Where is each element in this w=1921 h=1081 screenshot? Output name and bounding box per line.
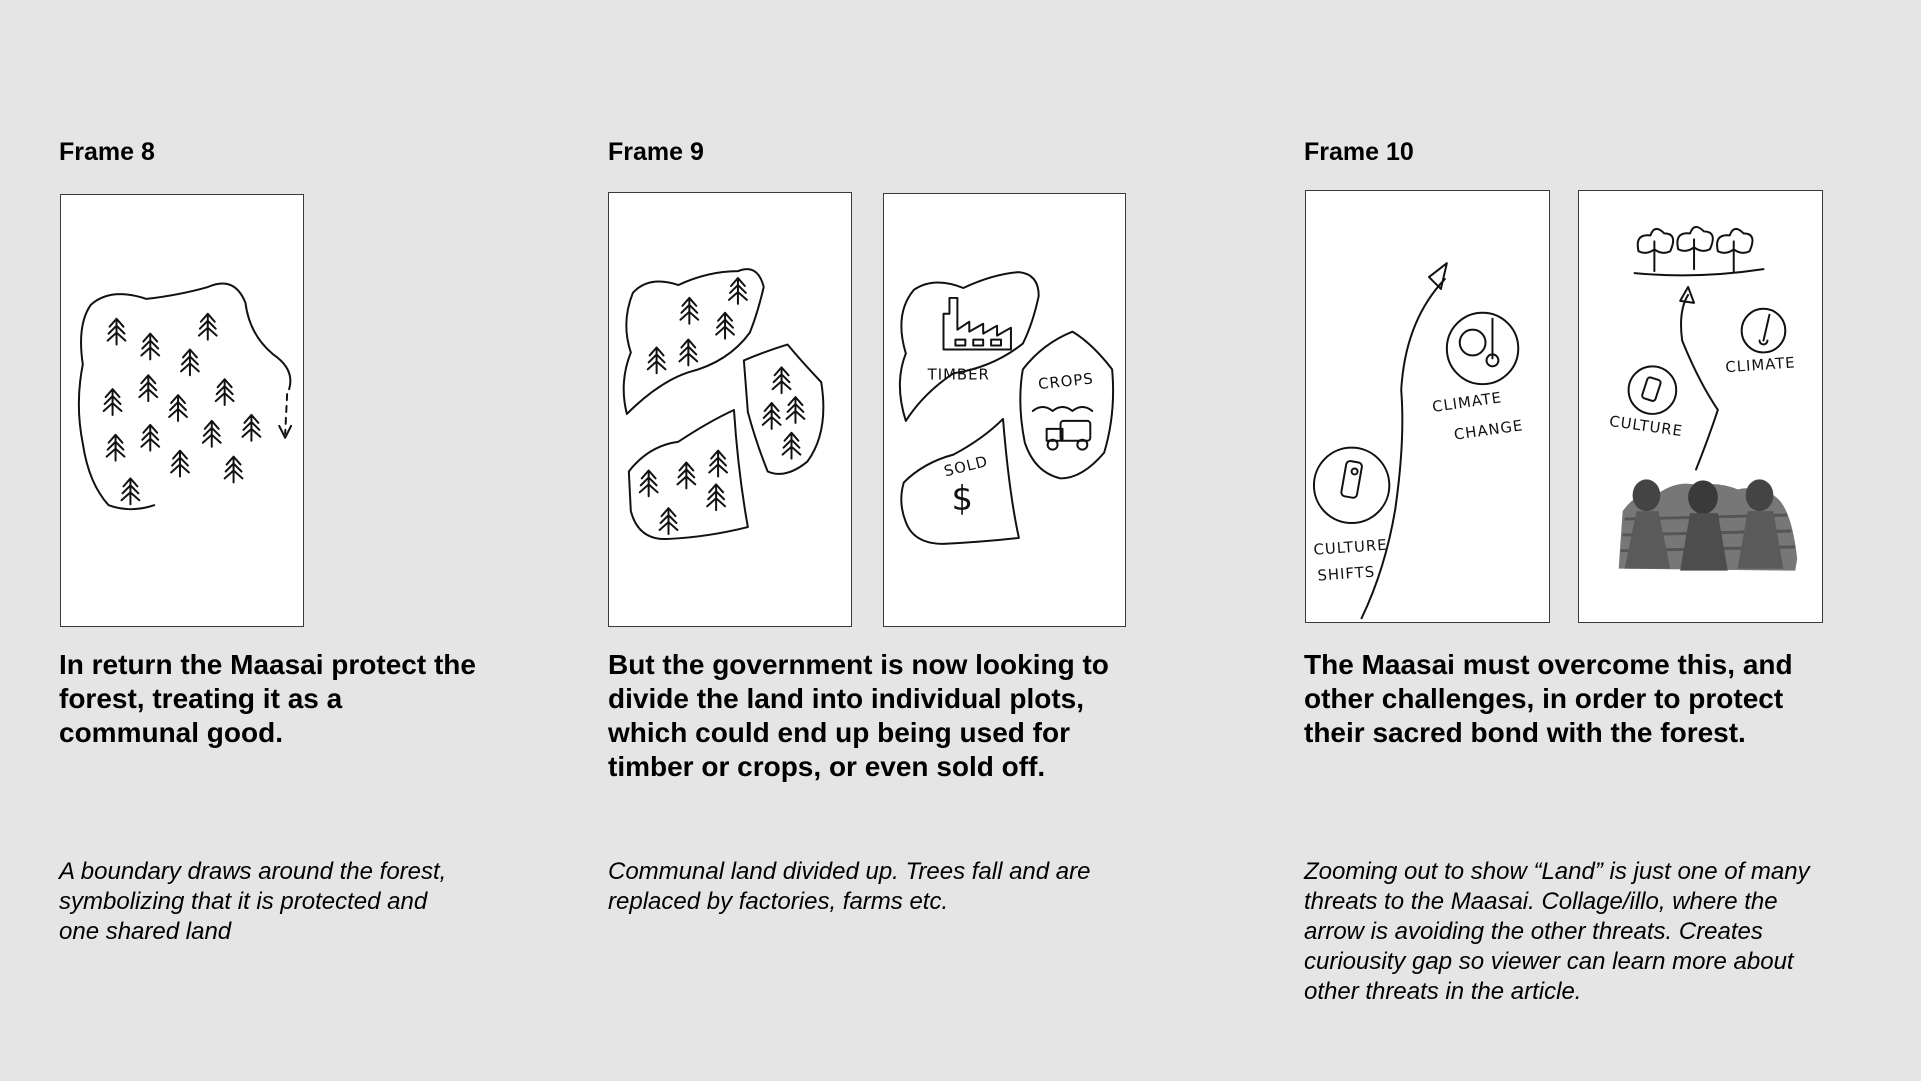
culture-label: CULTURE [1608,411,1685,441]
forest-goal-collage-sketch [1579,191,1822,622]
frame-8-note: A boundary draws around the forest, symbolizing that it is protected and one shared land [59,858,447,945]
frame-9-sketch-panel-a [608,192,852,627]
timber-label: TIMBER [927,365,990,384]
frame-9-note: Communal land divided up. Trees fall and are replaced by factories, farms etc. [608,858,1091,915]
land-uses-sketch [884,194,1125,626]
frame-9-sketch-panel-b [883,193,1126,627]
divided-land-sketch [609,193,851,626]
climate-change-label-line2: CHANGE [1452,416,1525,444]
frame-10-sketch-panel-a [1305,190,1550,623]
frame-9-headline: But the government is now looking to divide the land into individual plots, which could end up being used for timber or crops, or even sold off. [608,649,1109,782]
dollar-sign: $ [951,479,973,519]
culture-shifts-label-line2: SHIFTS [1316,562,1376,585]
frame-10-headline: The Maasai must overcome this, and other challenges, in order to protect their sacred bond with the forest. [1304,649,1793,748]
frame-10-label: Frame 10 [1304,138,1414,166]
frame-10-sketch-panel-b [1578,190,1823,623]
frame-8-sketch-panel [60,194,304,627]
tree-icons [104,314,261,504]
sold-label: SOLD [942,452,990,481]
threats-path-sketch [1306,191,1549,622]
culture-shifts-label-line1: CULTURE [1312,535,1389,559]
maasai-people-collage [1619,479,1798,570]
climate-label: CLIMATE [1724,353,1797,377]
frame-10-note: Zooming out to show “Land” is just one of many threats to the Maasai. Collage/illo, where the arrow is avoiding the other threats. Creates curiousity gap so viewer can learn more about other threats in the article. [1304,858,1810,1005]
climate-change-label-line1: CLIMATE [1431,388,1504,416]
forest-boundary-sketch [61,195,303,626]
frame-9-label: Frame 9 [608,138,704,166]
crops-label: CROPS [1037,369,1095,394]
frame-8-headline: In return the Maasai protect the forest, treating it as a communal good. [59,649,476,748]
frame-8-label: Frame 8 [59,138,155,166]
